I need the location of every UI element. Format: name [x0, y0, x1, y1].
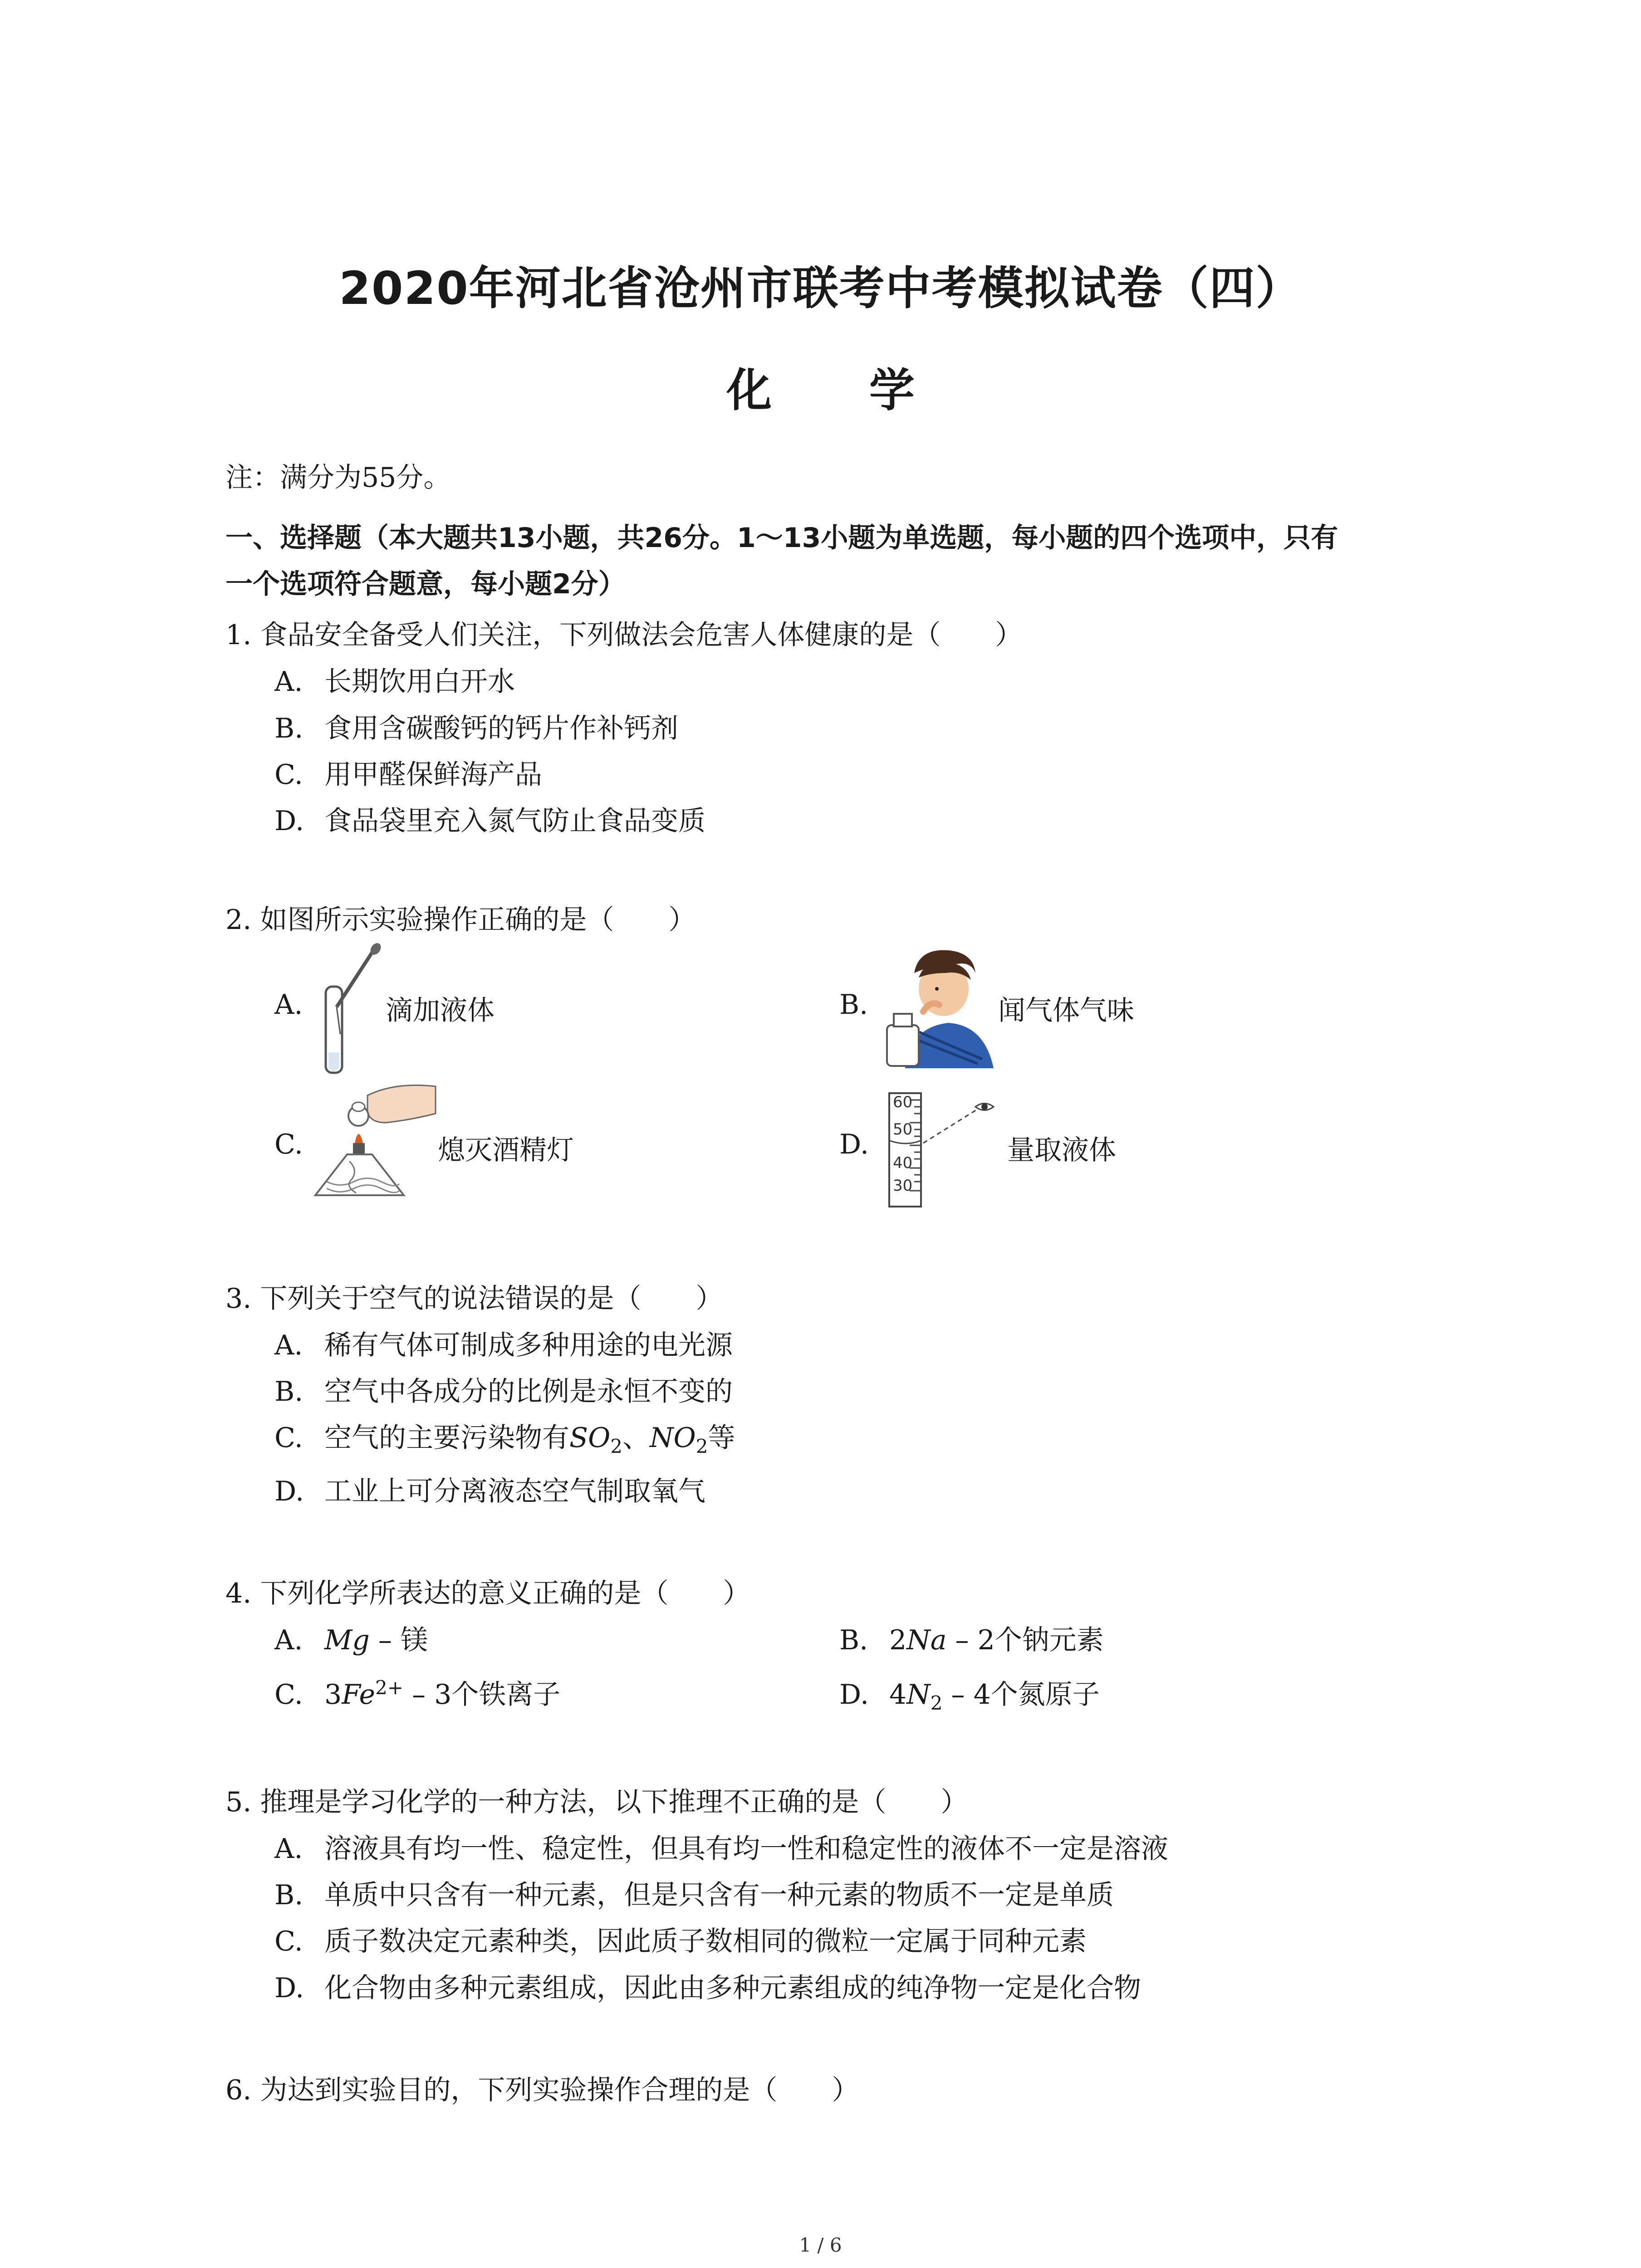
q3-option-c: C. 空气的主要污染物有$SO_2$、$NO_2$等 — [274, 1422, 735, 1457]
question-6-stem: 6. 为达到实验目的，下列实验操作合理的是（ ） — [225, 2074, 859, 2106]
page-number: 1 / 6 — [799, 2234, 842, 2256]
q4-option-a: A. Mg – 镁 — [274, 1624, 428, 1656]
exam-title: 2020年河北省沧州市联考中考模拟试卷（四） — [339, 262, 1302, 315]
section-header-line1: 一、选择题（本大题共13小题，共26分。1～13小题为单选题，每小题的四个选项中，只有 — [225, 522, 1338, 554]
q3-option-a: A. 稀有气体可制成多种用途的电光源 — [274, 1330, 733, 1361]
score-note: 注：满分为55分。 — [225, 462, 451, 494]
graduated-cylinder-illustration — [885, 1091, 1007, 1209]
q1-option-d: D. 食品袋里充入氮气防止食品变质 — [274, 805, 705, 837]
smelling-gas-illustration — [887, 946, 996, 1068]
cylinder-tick-40: 40 — [893, 1154, 913, 1172]
q5-option-b: B. 单质中只含有一种元素，但是只含有一种元素的物质不一定是单质 — [274, 1879, 1114, 1911]
q2-option-b-text: 闻气体气味 — [998, 995, 1134, 1026]
q1-option-c: C. 用甲醛保鲜海产品 — [274, 759, 542, 791]
q5-option-d: D. 化合物由多种元素组成，因此由多种元素组成的纯净物一定是化合物 — [274, 1972, 1141, 2004]
alcohol-lamp-illustration — [318, 1075, 440, 1211]
q5-option-c: C. 质子数决定元素种类，因此质子数相同的微粒一定属于同种元素 — [274, 1926, 1087, 1957]
cylinder-tick-30: 30 — [893, 1177, 913, 1195]
question-1-stem: 1. 食品安全备受人们关注，下列做法会危害人体健康的是（ ） — [225, 619, 1023, 651]
dropper-illustration — [318, 943, 390, 1080]
q1-option-a: A. 长期饮用白开水 — [274, 666, 515, 698]
q2-option-c-text: 熄灭酒精灯 — [438, 1134, 574, 1166]
subject-heading: 化 学 — [726, 364, 955, 417]
q2-option-a-label: A. — [274, 989, 303, 1021]
question-2-stem: 2. 如图所示实验操作正确的是（ ） — [225, 904, 696, 936]
q4-option-c: C. $3Fe^{2+} - 3$个铁离子 — [274, 1677, 561, 1711]
q3-option-d: D. 工业上可分离液态空气制取氧气 — [274, 1476, 705, 1507]
q2-option-b-label: B. — [839, 989, 868, 1021]
question-3-stem: 3. 下列关于空气的说法错误的是（ ） — [225, 1283, 723, 1315]
q2-option-a-text: 滴加液体 — [386, 995, 495, 1026]
section-header-line2: 一个选项符合题意，每小题2分） — [225, 568, 626, 600]
q4-option-d: D. $4N_2 - 4$个氮原子 — [839, 1679, 1100, 1714]
q2-option-d-label: D. — [839, 1129, 869, 1160]
q3-option-b: B. 空气中各成分的比例是永恒不变的 — [274, 1376, 733, 1408]
q1-option-b: B. 食用含碳酸钙的钙片作补钙剂 — [274, 713, 678, 744]
q2-option-d-text: 量取液体 — [1007, 1134, 1116, 1166]
question-4-stem: 4. 下列化学所表达的意义正确的是（ ） — [225, 1578, 750, 1609]
q5-option-a: A. 溶液具有均一性、稳定性，但具有均一性和稳定性的液体不一定是溶液 — [274, 1833, 1168, 1865]
question-5-stem: 5. 推理是学习化学的一种方法，以下推理不正确的是（ ） — [225, 1786, 968, 1818]
q4-option-b: B. 2Na – 2个钠元素 — [839, 1624, 1104, 1656]
q2-option-c-label: C. — [274, 1129, 303, 1160]
cylinder-tick-50: 50 — [893, 1120, 913, 1139]
cylinder-tick-60: 60 — [893, 1093, 913, 1111]
